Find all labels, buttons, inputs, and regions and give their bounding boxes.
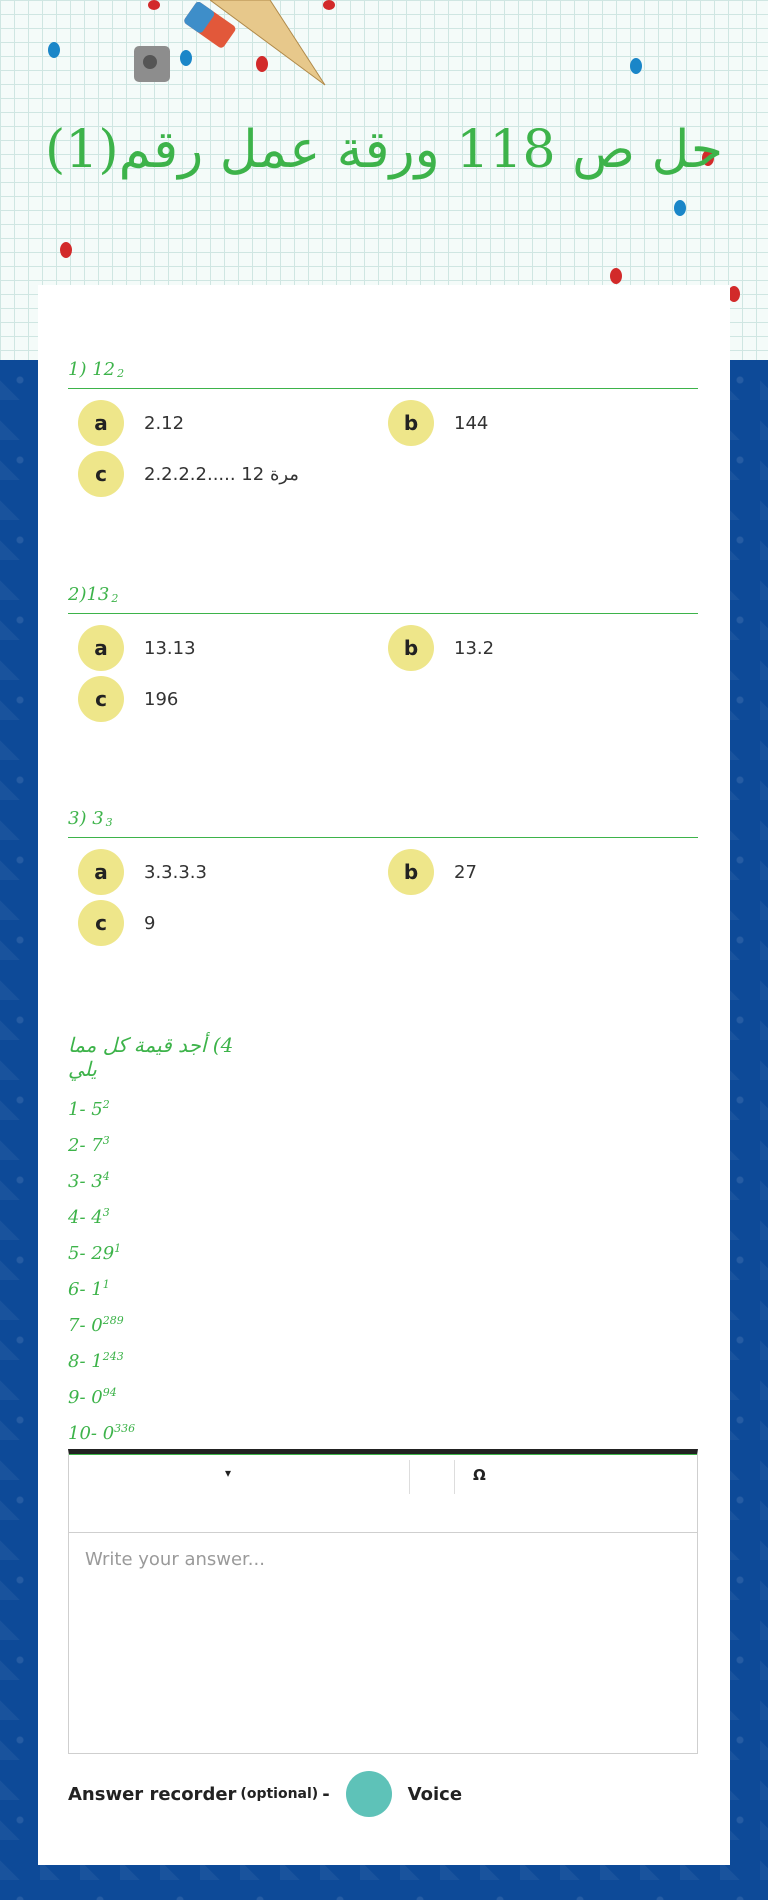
answer-recorder (68, 1771, 462, 1817)
special-character-button[interactable]: Ω (473, 1466, 486, 1484)
question-4 (68, 1033, 698, 1455)
option-label: 13.13 (144, 637, 196, 659)
option-label: 27 (454, 861, 477, 883)
exercise-base: 8- 1 (68, 1351, 103, 1372)
exercise-line (68, 1195, 698, 1231)
option-letter: c (78, 900, 124, 946)
option-label: 2.2.2.2..... 12 مرة (144, 463, 299, 485)
answer-textarea[interactable]: Write your answer... (85, 1549, 265, 1570)
exercise-line (68, 1267, 698, 1303)
ruler-icon (210, 0, 330, 90)
exercise-line (68, 1375, 698, 1411)
exercise-base: 10- 0 (68, 1423, 115, 1444)
worksheet-card (38, 285, 730, 1865)
option-letter: a (78, 400, 124, 446)
record-voice-button[interactable] (346, 1771, 392, 1817)
option-label: 2.12 (144, 412, 185, 434)
exercise-exponent: 4 (102, 1170, 110, 1183)
answer-editor (68, 1449, 698, 1754)
question-3 (68, 794, 698, 958)
question-text (68, 794, 698, 838)
exercise-line (68, 1303, 698, 1339)
option-label: 9 (144, 912, 156, 934)
option-letter: c (78, 676, 124, 722)
answer-options (68, 389, 698, 509)
option-c[interactable] (68, 899, 155, 947)
option-letter: a (78, 625, 124, 671)
voice-label: Voice (407, 1783, 463, 1805)
option-label: 144 (454, 412, 489, 434)
exercise-line (68, 1159, 698, 1195)
exercise-exponent: 3 (102, 1206, 110, 1219)
exercise-base: 6- 1 (68, 1279, 103, 1300)
exercise-exponent: 1 (102, 1278, 110, 1291)
answer-options (68, 614, 698, 734)
option-c[interactable] (68, 675, 178, 723)
decor-dot (610, 268, 622, 284)
exercise-line (68, 1231, 698, 1267)
option-b[interactable] (378, 399, 488, 447)
exercise-line (68, 1411, 698, 1447)
exercise-base: 1- 5 (68, 1099, 103, 1120)
answer-options (68, 838, 698, 958)
page-title: حل ص 118 ورقة عمل رقم(1) (45, 120, 723, 180)
sharpener-icon (128, 40, 176, 90)
exercise-exponent: 2 (102, 1098, 110, 1111)
exercise-base: 5- 29 (68, 1243, 115, 1264)
exercise-line (68, 1087, 698, 1123)
exercise-exponent: 289 (102, 1314, 124, 1327)
question-exponent: 2 (111, 592, 119, 605)
recorder-dash: - (322, 1783, 330, 1805)
exercise-exponent: 336 (114, 1422, 136, 1435)
exercise-exponent: 243 (102, 1350, 124, 1363)
exercise-base: 7- 0 (68, 1315, 103, 1336)
option-b[interactable] (378, 848, 477, 896)
question-exponent: 3 (105, 816, 113, 829)
option-a[interactable] (68, 399, 184, 447)
option-label: 196 (144, 688, 179, 710)
decor-dot (60, 242, 72, 258)
option-letter: b (388, 849, 434, 895)
exercise-base: 9- 0 (68, 1387, 103, 1408)
question-4-heading: 4) أجد قيمة كل مما يلي (68, 1033, 234, 1081)
question-base: 3) 3 (68, 808, 104, 829)
exercise-base: 4- 4 (68, 1207, 103, 1228)
exercise-exponent: 3 (102, 1134, 110, 1147)
exercise-exponent: 94 (102, 1386, 117, 1399)
option-a[interactable] (68, 624, 196, 672)
recorder-optional: (optional) (240, 1786, 319, 1802)
decor-dot (148, 0, 160, 10)
exercise-base: 2- 7 (68, 1135, 103, 1156)
option-label: 3.3.3.3 (144, 861, 207, 883)
editor-toolbar (69, 1454, 697, 1533)
option-c[interactable] (68, 450, 299, 498)
decor-dot (674, 200, 686, 216)
decor-dot (48, 42, 60, 58)
question-text (68, 570, 698, 614)
font-dropdown-icon[interactable]: ▾ (225, 1466, 232, 1480)
option-letter: b (388, 625, 434, 671)
option-letter: a (78, 849, 124, 895)
option-letter: b (388, 400, 434, 446)
question-text (68, 345, 698, 389)
exercise-line (68, 1123, 698, 1159)
option-a[interactable] (68, 848, 207, 896)
question-base: 2)13 (68, 584, 110, 605)
option-label: 13.2 (454, 637, 495, 659)
exercise-exponent: 1 (114, 1242, 122, 1255)
recorder-label: Answer recorder (68, 1783, 237, 1805)
toolbar-separator (409, 1460, 410, 1494)
exercise-base: 3- 3 (68, 1171, 103, 1192)
decor-dot (630, 58, 642, 74)
toolbar-separator (454, 1460, 455, 1494)
option-letter: c (78, 451, 124, 497)
option-b[interactable] (378, 624, 494, 672)
exercise-line (68, 1339, 698, 1375)
question-base: 1) 12 (68, 359, 116, 380)
question-2 (68, 570, 698, 734)
question-exponent: 2 (117, 367, 125, 380)
question-1 (68, 345, 698, 509)
